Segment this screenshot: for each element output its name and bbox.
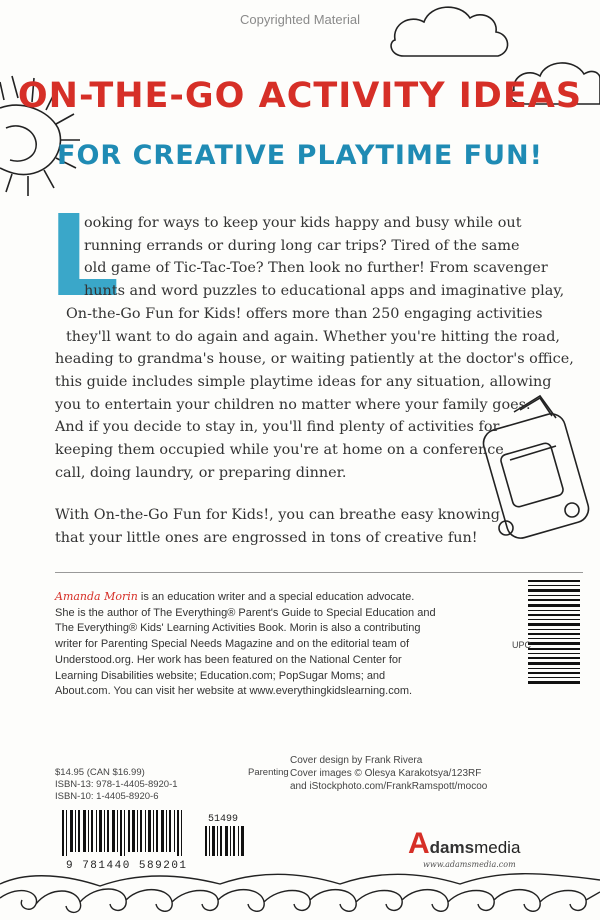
publisher-name-bold: dams <box>429 838 475 857</box>
closing-text <box>55 504 575 549</box>
cover-credits <box>290 754 487 793</box>
description-line: you to entertain your children no matter where your family goes. <box>55 396 531 413</box>
upc-barcode <box>528 580 580 684</box>
credit-line: Cover design by Frank Rivera <box>290 755 423 766</box>
description-line: they'll want to do again and again. Whether you're hitting the road, <box>66 328 560 345</box>
publisher-logo <box>408 827 520 861</box>
credit-line: Cover images © Olesya Karakotsya/123RF <box>290 768 482 779</box>
bio-line: About.com. You can visit her website at www.everythingkidslearning.com. <box>55 685 413 698</box>
upc-label: UPC <box>512 640 532 650</box>
isbn10-line: ISBN-10: 1-4405-8920-6 <box>55 791 159 802</box>
copyright-watermark: Copyrighted Material <box>240 12 360 27</box>
author-name: Amanda Morin <box>55 590 138 603</box>
bio-line: Understood.org. Her work has been featured on the National Center for <box>55 653 402 666</box>
price-code: 51499 <box>208 814 239 825</box>
description-line: keeping them occupied while you're at home on a conference <box>55 442 504 459</box>
credit-line: and iStockphoto.com/FrankRamspott/mocoo <box>290 781 488 792</box>
price-info <box>55 767 178 803</box>
description-line: heading to grandma's house, or waiting patiently at the doctor's office, <box>55 351 574 368</box>
publisher-name-light: media <box>474 838 521 857</box>
description-text <box>55 212 589 484</box>
description-line: running errands or during long car trips? Tired of the same <box>84 237 520 254</box>
bio-line: The Everything® Kids' Learning Activities Book. Morin is also a contributing <box>55 622 421 635</box>
divider <box>55 572 583 573</box>
swirl-border <box>0 874 600 913</box>
isbn13-line: ISBN-13: 978-1-4405-8920-1 <box>55 779 178 790</box>
bio-line: She is the author of The Everything® Parent's Guide to Special Education and <box>55 606 436 619</box>
bio-line: Learning Disabilities website; Education.com; PopSugar Moms; and <box>55 669 386 682</box>
description-line: old game of Tic-Tac-Toe? Then look no further! From scavenger <box>84 260 548 277</box>
publisher-url: www.adamsmedia.com <box>423 860 516 869</box>
drop-cap: L <box>48 192 120 322</box>
description-line: And if you decide to stay in, you'll find plenty of activities for <box>55 419 500 436</box>
description-line: On-the-Go Fun for Kids! offers more than 250 engaging activities <box>66 305 543 322</box>
isbn-digits: 9 781440 589201 <box>66 860 188 872</box>
description-line: this guide includes simple playtime ideas for any situation, allowing <box>55 373 552 390</box>
closing-line: that your little ones are engrossed in tons of creative fun! <box>55 529 478 546</box>
headline-line2: FOR CREATIVE PLAYTIME FUN! <box>57 140 543 171</box>
author-bio <box>55 589 500 700</box>
category-label: Parenting <box>248 767 289 778</box>
bio-line: is an education writer and a special education advocate. <box>137 591 415 603</box>
publisher-initial: A <box>408 827 430 860</box>
description-line: call, doing laundry, or preparing dinner. <box>55 464 347 481</box>
bio-line: writer for Parenting Special Needs Magazine and on the editorial team of <box>55 638 410 651</box>
headline-line1: ON-THE-GO ACTIVITY IDEAS <box>17 76 583 116</box>
description-line: ooking for ways to keep your kids happy and busy while out <box>84 215 522 231</box>
price-line: $14.95 (CAN $16.99) <box>55 767 145 778</box>
description-line: hunts and word puzzles to educational apps and imaginative play, <box>84 283 565 300</box>
closing-line: With On-the-Go Fun for Kids!, you can breathe easy knowing <box>55 507 500 523</box>
